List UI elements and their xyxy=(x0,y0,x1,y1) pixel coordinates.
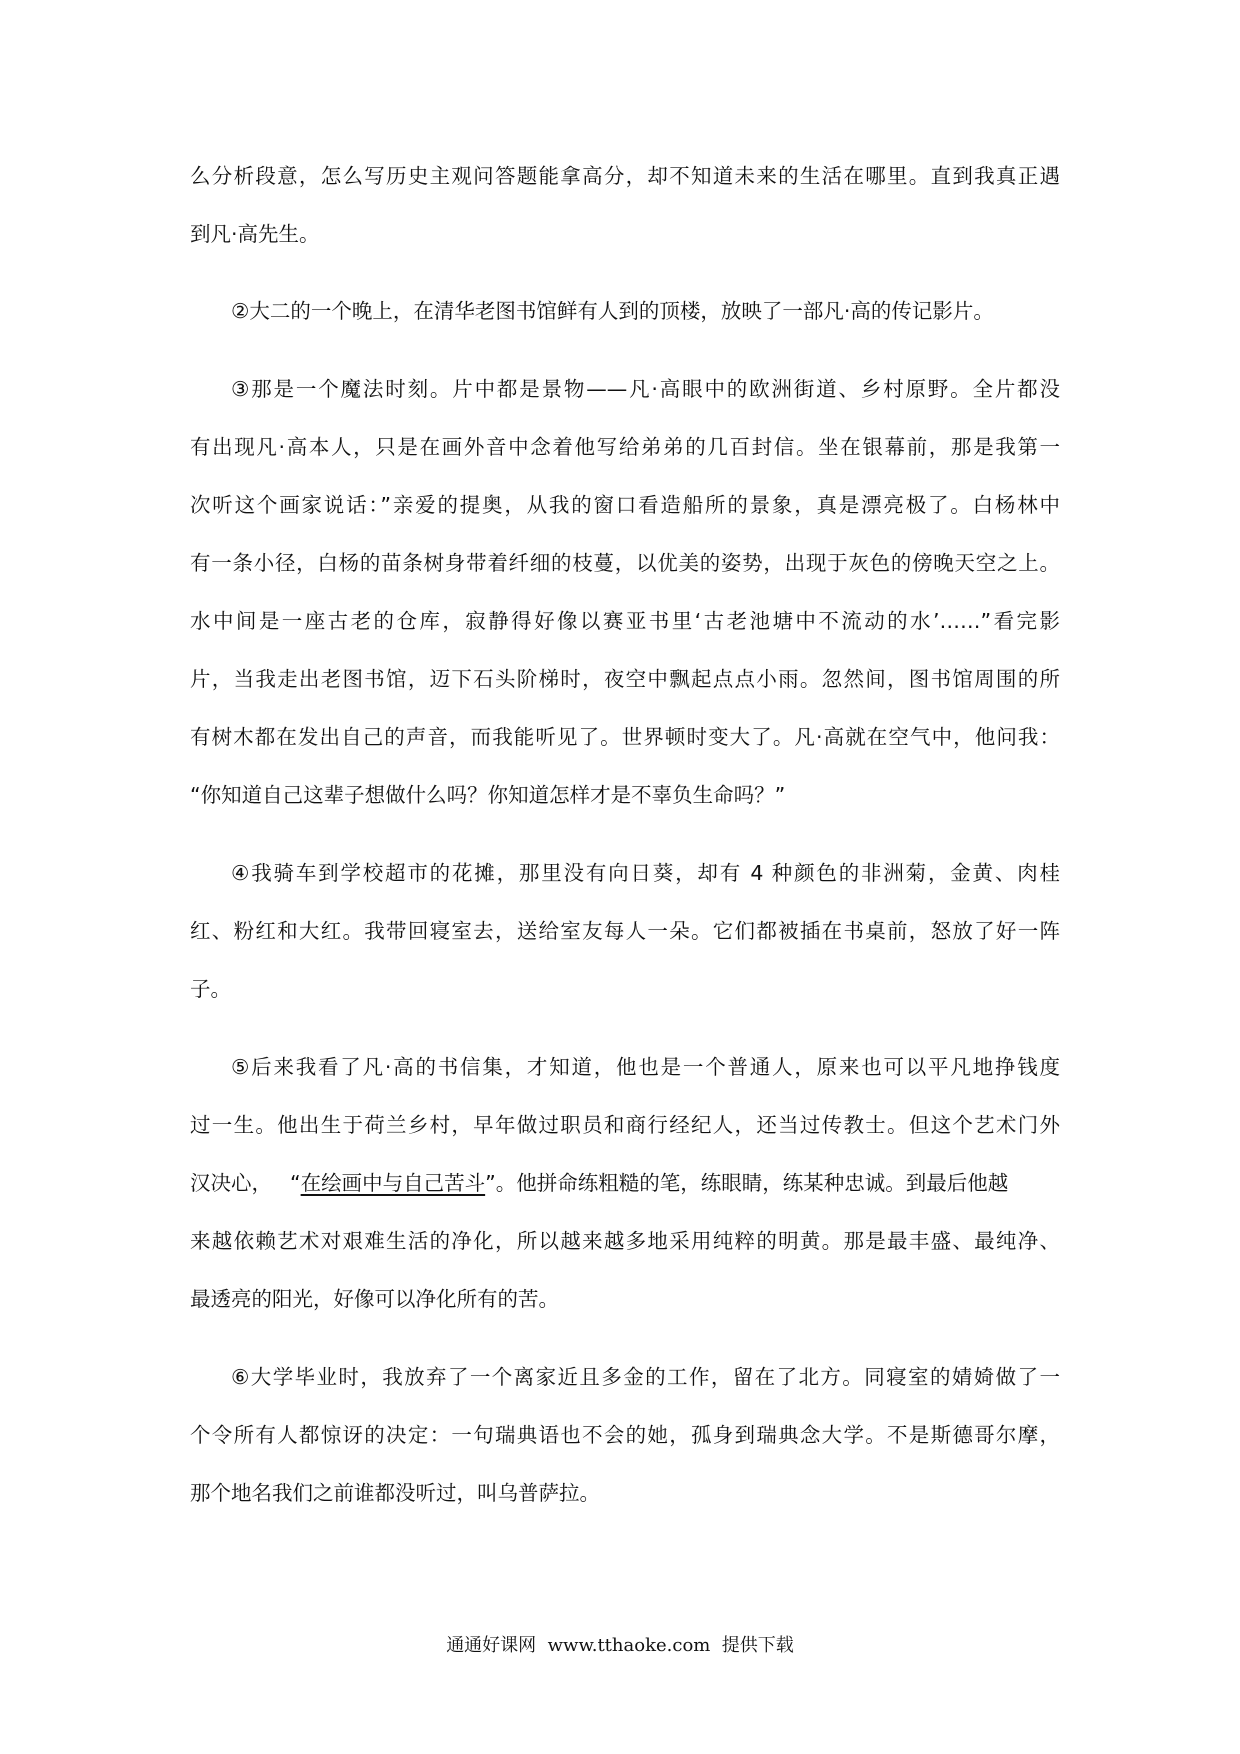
text-line: 有一条小径，白杨的苗条树身带着纤细的枝蔓，以优美的姿势，出现于灰色的傍晚天空之上。 xyxy=(190,551,1060,575)
text-line: 么分析段意，怎么写历史主观问答题能拿高分，却不知道未来的生活在哪里。直到我真正遇 xyxy=(190,164,1060,188)
text-line: 最透亮的阳光，好像可以净化所有的苦。 xyxy=(190,1287,559,1311)
text-line: 次听这个画家说话：”亲爱的提奥，从我的窗口看造船所的景象，真是漂亮极了。白杨林中 xyxy=(190,493,1060,517)
paragraph-3-line: ③那是一个魔法时刻。片中都是景物——凡·高眼中的欧洲街道、乡村原野。全片都没 xyxy=(231,377,1060,401)
text-line: 有出现凡·高本人，只是在画外音中念着他写给弟弟的几百封信。坐在银幕前，那是我第一 xyxy=(190,435,1060,459)
text-segment: 汉决心， xyxy=(190,1171,272,1195)
text-line: “你知道自己这辈子想做什么吗？你知道怎样才是不辜负生命吗？” xyxy=(190,783,786,807)
text-line: 来越依赖艺术对艰难生活的净化，所以越来越多地采用纯粹的明黄。那是最丰盛、最纯净、 xyxy=(190,1229,1060,1253)
text-line: 个令所有人都惊讶的决定：一句瑞典语也不会的她，孤身到瑞典念大学。不是斯德哥尔摩， xyxy=(190,1423,1060,1447)
paragraph-2-line: ②大二的一个晚上，在清华老图书馆鲜有人到的顶楼，放映了一部凡·高的传记影片。 xyxy=(231,299,994,323)
text-line: 水中间是一座古老的仓库，寂静得好像以赛亚书里‘古老池塘中不流动的水’……”看完影 xyxy=(190,609,1060,633)
paragraph-4-line: ④我骑车到学校超市的花摊，那里没有向日葵，却有 4 种颜色的非洲菊，金黄、肉桂 xyxy=(231,861,1060,885)
text-line: 那个地名我们之前谁都没听过，叫乌普萨拉。 xyxy=(190,1481,600,1505)
text-line: 红、粉红和大红。我带回寝室去，送给室友每人一朵。它们都被插在书桌前，怒放了好一阵 xyxy=(190,919,1060,943)
text-line: 片，当我走出老图书馆，迈下石头阶梯时，夜空中飘起点点小雨。忽然间，图书馆周围的所 xyxy=(190,667,1060,691)
text-line-underlined xyxy=(190,1167,1060,1199)
text-segment: “ xyxy=(290,1171,301,1195)
text-line: 过一生。他出生于荷兰乡村，早年做过职员和商行经纪人，还当过传教士。但这个艺术门外 xyxy=(190,1113,1060,1137)
text-segment: ”。他拼命练粗糙的笔，练眼睛，练某种忠诚。到最后他越 xyxy=(485,1171,1009,1195)
text-line: 有树木都在发出自己的声音，而我能听见了。世界顿时变大了。凡·高就在空气中，他问我： xyxy=(190,725,1060,749)
text-line: 子。 xyxy=(190,977,231,1001)
paragraph-6-line: ⑥大学毕业时，我放弃了一个离家近且多金的工作，留在了北方。同寝室的婧婍做了一 xyxy=(231,1365,1060,1389)
paragraph-5-line: ⑤后来我看了凡·高的书信集，才知道，他也是一个普通人，原来也可以平凡地挣钱度 xyxy=(231,1055,1060,1079)
footer-download-text: 提供下载 xyxy=(721,1635,794,1656)
page-footer xyxy=(0,1632,1240,1660)
text-line: 到凡·高先生。 xyxy=(190,222,320,246)
footer-site-name: 通通好课网 xyxy=(446,1635,537,1656)
footer-site-url[interactable]: www.tthaoke.com xyxy=(547,1635,711,1656)
underlined-quote: 在绘画中与自己苦斗 xyxy=(300,1171,486,1195)
